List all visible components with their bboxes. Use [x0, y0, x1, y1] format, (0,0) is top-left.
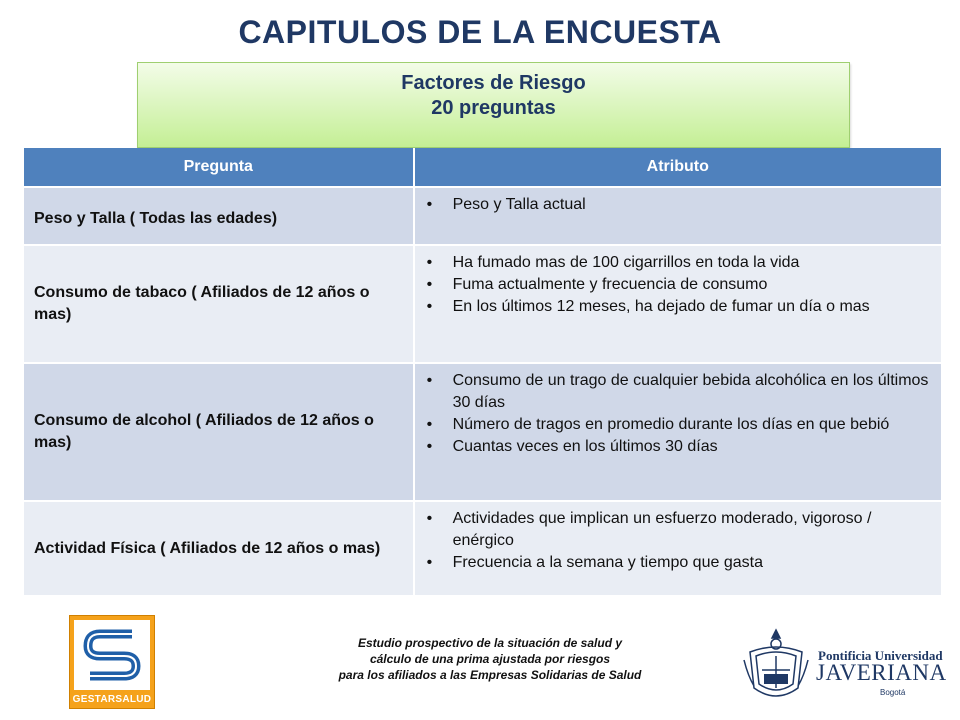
attribute-item: • Ha fumado mas de 100 cigarrillos en toda la vida: [423, 252, 933, 274]
caption-line: Estudio prospectivo de la situación de salud y: [357, 636, 623, 650]
javeriana-line3: Bogotá: [880, 688, 906, 697]
attribute-cell: [414, 501, 942, 595]
gestarsalud-label: GESTARSALUD: [72, 694, 152, 705]
header-atributo: Atributo: [414, 148, 942, 187]
attribute-cell: [414, 363, 942, 501]
javeriana-crest-icon: [740, 626, 812, 706]
attribute-item: • Cuantas veces en los últimos 30 días: [423, 436, 933, 458]
question-cell: Consumo de alcohol ( Afiliados de 12 años o mas): [24, 363, 414, 501]
question-cell: Actividad Física ( Afiliados de 12 años o mas): [24, 501, 414, 595]
attribute-cell: [414, 245, 942, 363]
table-row: [24, 245, 942, 363]
gestarsalud-s-icon: [74, 620, 150, 690]
attribute-item: • Número de tragos en promedio durante los días en que bebió: [423, 414, 933, 436]
caption-line: cálculo de una prima ajustada por riesgos: [369, 652, 611, 666]
study-caption: [260, 635, 720, 683]
javeriana-line1: Pontificia Universidad: [818, 648, 943, 663]
attribute-item: • Consumo de un trago de cualquier bebida alcohólica en los últimos 30 días: [423, 370, 933, 414]
attribute-item: • Peso y Talla actual: [423, 194, 933, 216]
javeriana-line2: JAVERIANA: [816, 660, 947, 685]
attribute-item: • En los últimos 12 meses, ha dejado de fumar un día o mas: [423, 296, 933, 318]
table-row: [24, 501, 942, 595]
attribute-item: • Actividades que implican un esfuerzo moderado, vigoroso / enérgico: [423, 508, 933, 552]
gestarsalud-logo: [69, 615, 155, 709]
banner-subtitle: 20 preguntas: [431, 97, 556, 119]
question-cell: Peso y Talla ( Todas las edades): [24, 187, 414, 245]
gestarsalud-emblem: [74, 620, 150, 690]
javeriana-logo: [740, 626, 947, 706]
table-row: [24, 363, 942, 501]
survey-table: [24, 148, 943, 595]
section-banner: [137, 62, 850, 148]
attribute-item: • Fuma actualmente y frecuencia de consumo: [423, 274, 933, 296]
page-title: CAPITULOS DE LA ENCUESTA: [238, 14, 722, 50]
attribute-item: • Frecuencia a la semana y tiempo que gasta: [423, 552, 933, 574]
table-row: [24, 187, 942, 245]
attribute-cell: [414, 187, 942, 245]
banner-title: Factores de Riesgo: [401, 72, 586, 94]
caption-line: para los afiliados a las Empresas Solidarias de Salud: [338, 668, 642, 682]
question-cell: Consumo de tabaco ( Afiliados de 12 años o mas): [24, 245, 414, 363]
header-pregunta: Pregunta: [24, 148, 414, 187]
